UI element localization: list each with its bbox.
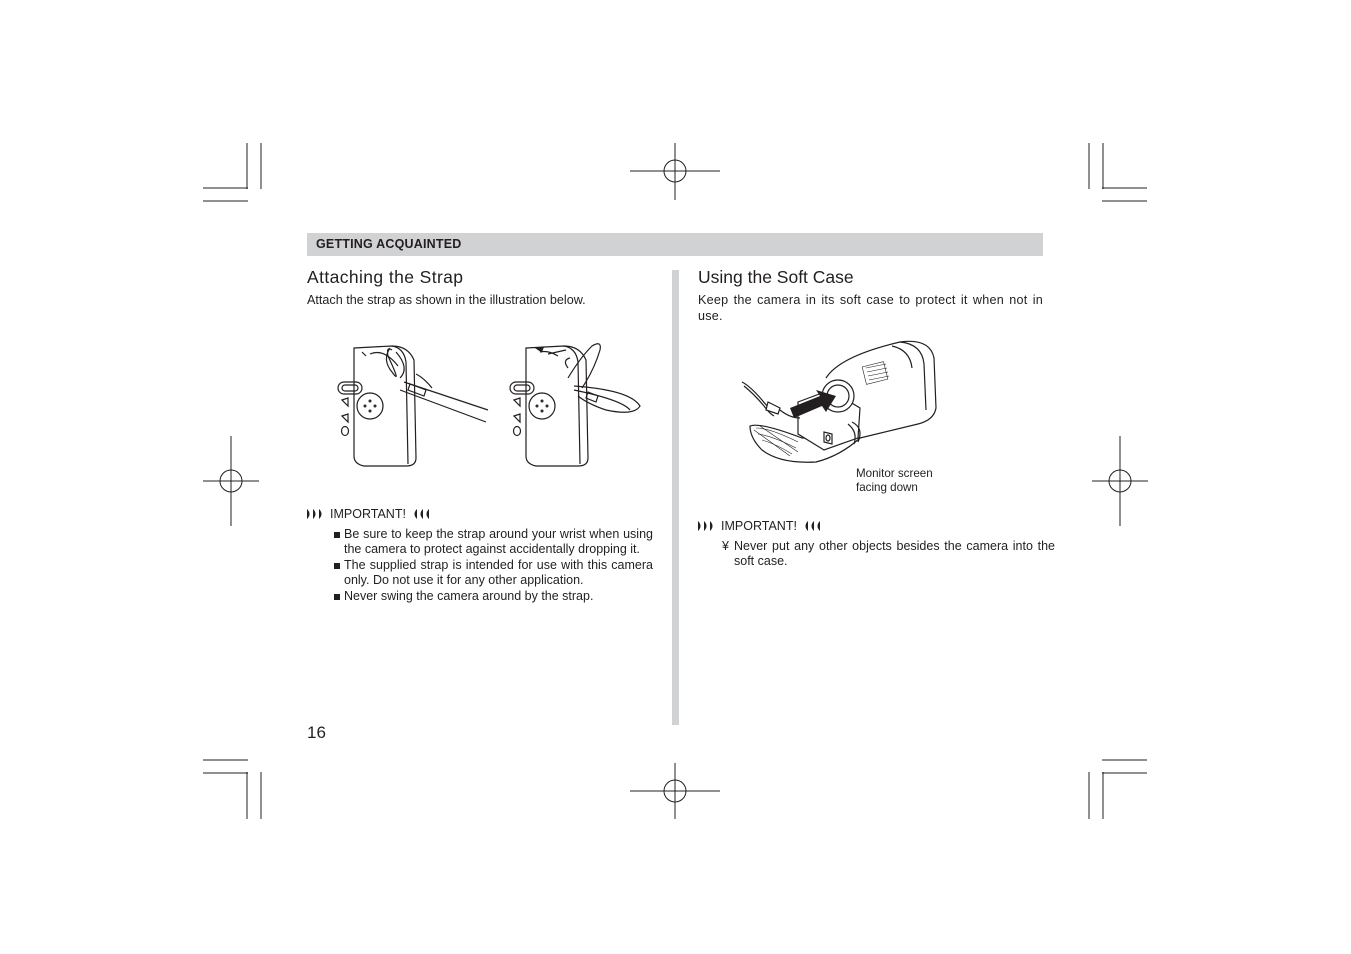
left-intro: Attach the strap as shown in the illustration below. — [307, 293, 586, 307]
right-heading: Using the Soft Case — [698, 267, 854, 287]
list-item: Never swing the camera around by the strap. — [334, 589, 653, 604]
important-right-arrow-icon — [698, 521, 717, 531]
important-left-arrow-icon — [410, 509, 429, 519]
left-important-header — [307, 507, 429, 521]
bullet-square-icon — [334, 594, 340, 600]
section-header-bar — [307, 233, 1043, 256]
section-title: GETTING ACQUAINTED — [316, 237, 462, 251]
left-important-label: IMPORTANT! — [330, 507, 406, 521]
caption-line-2: facing down — [856, 481, 918, 494]
page-number: 16 — [307, 723, 326, 742]
case-caption — [856, 467, 933, 495]
right-important-header — [698, 519, 820, 533]
bullet-square-icon — [334, 563, 340, 569]
yen-bullet: ¥ — [722, 539, 729, 553]
column-divider — [672, 270, 679, 725]
list-item: The supplied strap is intended for use with this camera only. Do not use it for any other application. — [334, 558, 653, 589]
note-text: Never put any other objects besides the camera into the soft case. — [734, 539, 1055, 569]
right-important-note — [722, 539, 1055, 570]
left-important-list — [334, 527, 653, 604]
strap-illustration — [330, 338, 660, 473]
caption-line-1: Monitor screen — [856, 467, 933, 480]
important-left-arrow-icon — [801, 521, 820, 531]
list-item: Be sure to keep the strap around your wrist when using the camera to protect against accidentally dropping it. — [334, 527, 653, 558]
right-important-label: IMPORTANT! — [721, 519, 797, 533]
soft-case-illustration — [740, 338, 940, 468]
right-intro: Keep the camera in its soft case to protect it when not in use. — [698, 293, 1043, 323]
bullet-square-icon — [334, 532, 340, 538]
important-right-arrow-icon — [307, 509, 326, 519]
left-heading: Attaching the Strap — [307, 267, 464, 287]
